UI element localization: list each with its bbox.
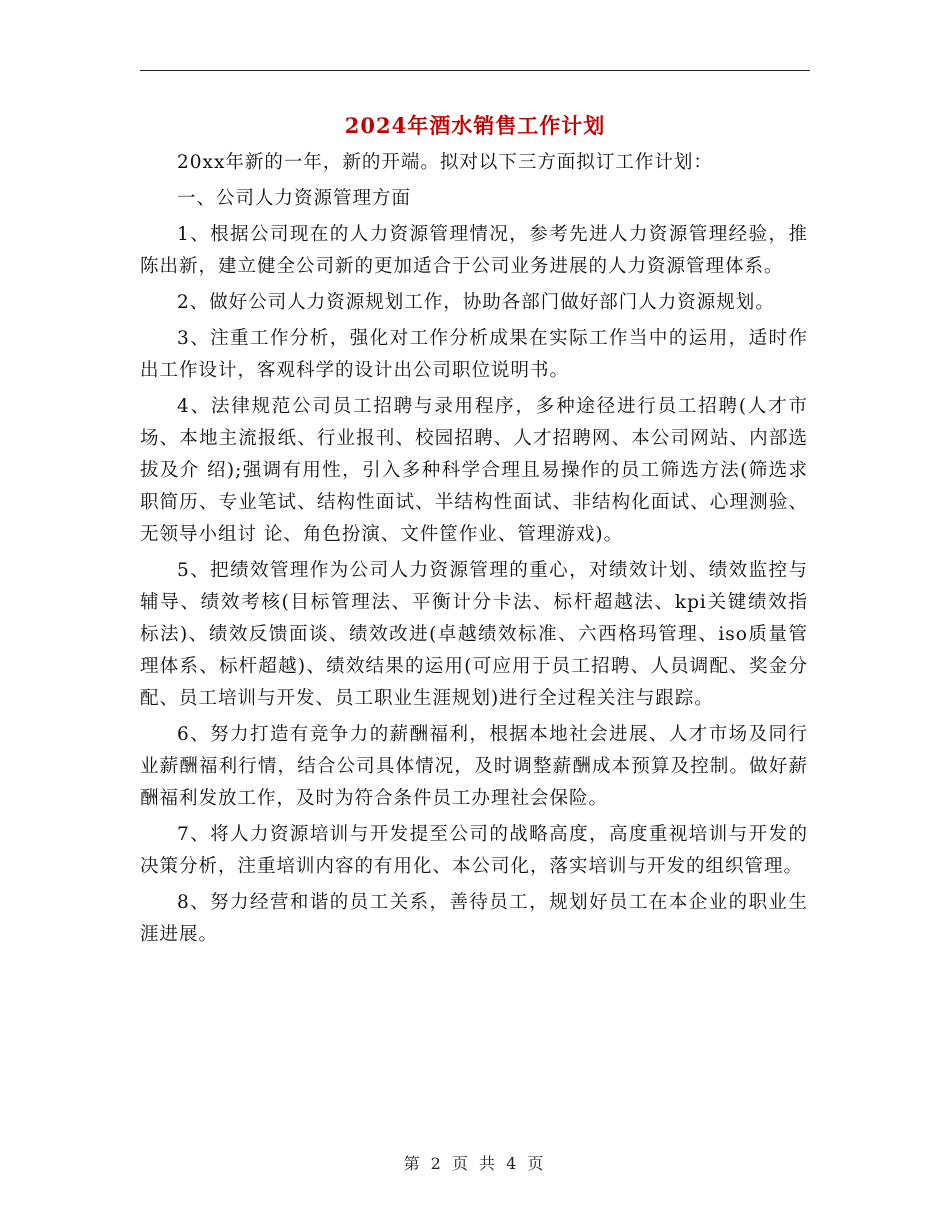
paragraph-item-7: 7、将人力资源培训与开发提至公司的战略高度，高度重视培训与开发的决策分析，注重培训内容的有用化、本公司化，落实培训与开发的组织管理。 (140, 824, 808, 877)
paragraph-item-2: 2、做好公司人力资源规划工作，协助各部门做好部门人力资源规划。 (177, 292, 775, 313)
section-heading-hr: 一、公司人力资源管理方面 (177, 188, 412, 209)
paragraph-item-8: 8、努力经营和谐的员工关系，善待员工，规划好员工在本企业的职业生涯进展。 (140, 892, 808, 945)
page-number-footer: 第 2 页 共 4 页 (403, 1154, 547, 1173)
paragraph-item-4: 4、法律规范公司员工招聘与录用程序，多种途径进行员工招聘(人才市场、本地主流报纸、行业报刊、校园招聘、人才招聘网、本公司网站、内部选拔及介 绍);强调有用性，引入多种科学合理且易操作的员工筛选方法(筛选求职简历、专业笔试、结构性面试、半结构性面试、非结构化面试、心理测验、无领导小组讨 论、角色扮演、文件筐作业、管理游戏)。 (140, 396, 808, 545)
header-rule (140, 70, 810, 71)
document-body (140, 147, 808, 955)
paragraph-item-1: 1、根据公司现在的人力资源管理情况，参考先进人力资源管理经验，推陈出新，建立健全公司新的更加适合于公司业务进展的人力资源管理体系。 (140, 224, 808, 277)
paragraph-item-3: 3、注重工作分析，强化对工作分析成果在实际工作当中的运用，适时作出工作设计，客观科学的设计出公司职位说明书。 (140, 328, 808, 381)
paragraph-intro: 20xx年新的一年，新的开端。拟对以下三方面拟订工作计划： (177, 152, 713, 173)
paragraph-item-5: 5、把绩效管理作为公司人力资源管理的重心，对绩效计划、绩效监控与辅导、绩效考核(目标管理法、平衡计分卡法、标杆超越法、kpi关键绩效指 标法)、绩效反馈面谈、绩效改进(卓越绩效标准、六西格玛管理、iso质量管理体系、标杆超越)、绩效结果的运用(可应用于员工招聘、人员调配、奖金分 配、员工培训与开发、员工职业生涯规划)进行全过程关注与跟踪。 (140, 560, 808, 709)
paragraph-item-6: 6、努力打造有竞争力的薪酬福利，根据本地社会进展、人才市场及同行业薪酬福利行情，结合公司具体情况，及时调整薪酬成本预算及控制。做好薪酬福利发放工作，及时为符合条件员工办理社会保险。 (140, 724, 808, 809)
document-title: 2024年酒水销售工作计划 (344, 113, 606, 138)
